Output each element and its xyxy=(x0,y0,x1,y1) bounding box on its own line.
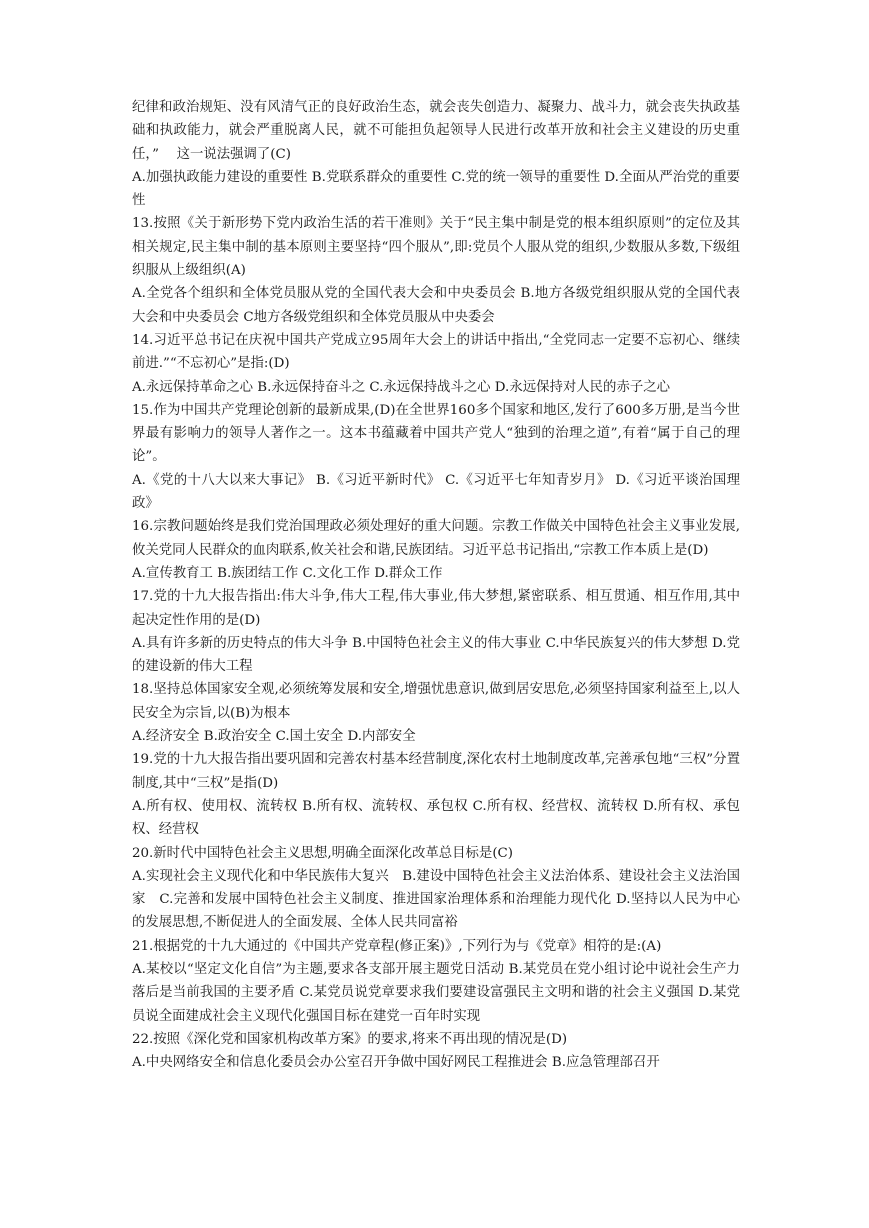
question-19-stem: 19.党的十九大报告指出要巩固和完善农村基本经营制度,深化农村土地制度改革,完善承包地“三权”分置制度,其中“三权”是指(D) xyxy=(132,752,740,791)
question-16-stem: 16.宗教问题始终是我们党治国理政必须处理好的重大问题。宗教工作做关中国特色社会主义事业发展,攸关党同人民群众的血肉联系,攸关社会和谐,民族团结。习近平总书记指出,“宗教工作本质上是(D) xyxy=(132,519,740,558)
question-21-stem: 21.根据党的十九大通过的《中国共产党章程(修正案)》,下列行为与《党章》相符的是:(A) xyxy=(132,938,662,954)
question-20-options: A.实现社会主义现代化和中华民族伟大复兴 B.建设中国特色社会主义法治体系、建设社会主义法治国家 C.完善和发展中国特色社会主义制度、推进国家治理体系和治理能力现代化 D.坚持以人民为中心的发展思想,不断促进人的全面发展、全体人民共同富裕 xyxy=(132,868,740,931)
question-18-stem: 18.坚持总体国家安全观,必须统筹发展和安全,增强忧患意识,做到居安思危,必须坚持国家利益至上,以人民安全为宗旨,以(B)为根本 xyxy=(132,682,740,721)
question-18-options: A.经济安全 B.政治安全 C.国土安全 D.内部安全 xyxy=(132,729,416,745)
question-15-options: A.《党的十八大以来大事记》 B.《习近平新时代》 C.《习近平七年知青岁月》 D.《习近平谈治国理政》 xyxy=(132,472,740,512)
question-17-options: A.具有许多新的历史特点的伟大斗争 B.中国特色社会主义的伟大事业 C.中华民族复兴的伟大梦想 D.党的建设新的伟大工程 xyxy=(132,635,740,675)
question-13-options: A.全党各个组织和全体党员服从党的全国代表大会和中央委员会 B.地方各级党组织服从党的全国代表大会和中央委员会 C地方各级党组织和全体党员服从中央委会 xyxy=(132,286,740,325)
question-19-options: A.所有权、使用权、流转权 B.所有权、流转权、承包权 C.所有权、经营权、流转权 D.所有权、承包权、经营权 xyxy=(132,798,740,838)
question-12-options: A.加强执政能力建设的重要性 B.党联系群众的重要性 C.党的统一领导的重要性 D.全面从严治党的重要性 xyxy=(132,169,740,209)
question-22-options: A.中央网络安全和信息化委员会办公室召开争做中国好网民工程推进会 B.应急管理部召开 xyxy=(132,1055,660,1071)
question-14-stem: 14.习近平总书记在庆祝中国共产党成立95周年大会上的讲话中指出,“全党同志一定要不忘初心、继续前进.”“不忘初心”是指:(D) xyxy=(132,332,740,372)
question-14-options: A.永远保持革命之心 B.永远保持奋斗之 C.永远保持战斗之心 D.永远保持对人民的赤子之心 xyxy=(132,379,671,395)
question-15-stem: 15.作为中国共产党理论创新的最新成果,(D)在全世界160多个国家和地区,发行了600多万册,是当今世界最有影响力的领导人著作之一。这本书蕴藏着中国共产党人“独到的治理之道”,有着“属于自己的理论”。 xyxy=(132,402,740,465)
question-22-stem: 22.按照《深化党和国家机构改革方案》的要求,将来不再出现的情况是(D) xyxy=(132,1031,568,1047)
document-body xyxy=(132,96,740,1074)
question-20-stem: 20.新时代中国特色社会主义思想,明确全面深化改革总目标是(C) xyxy=(132,845,514,861)
question-21-options: A.某校以“坚定文化自信”为主题,要求各支部开展主题党日活动 B.某党员在党小组讨论中说社会生产力落后是当前我国的主要矛盾 C.某党员说党章要求我们要建设富强民主文明和谐的社会主义强国 D.某党员说全面建成社会主义现代化强国目标在建党一百年时实现 xyxy=(132,961,740,1024)
question-13-stem: 13.按照《关于新形势下党内政治生活的若干准则》关于“民主集中制是党的根本组织原则”的定位及其相关规定,民主集中制的基本原则主要坚持“四个服从”,即:党员个人服从党的组织,少数服从多数,下级组织服从上级组织(A) xyxy=(132,216,740,279)
question-12-stem-continued: 纪律和政治规矩、没有风清气正的良好政治生态，就会丧失创造力、凝聚力、战斗力，就会丧失执政基础和执政能力，就会严重脱离人民，就不可能担负起领导人民进行改革开放和社会主义建设的历史重任，” 这一说法强调了(C) xyxy=(132,100,740,162)
question-17-stem: 17.党的十九大报告指出:伟大斗争,伟大工程,伟大事业,伟大梦想,紧密联系、相互贯通、相互作用,其中起决定性作用的是(D) xyxy=(132,589,740,628)
question-16-options: A.宣传教育工 B.族团结工作 C.文化工作 D.群众工作 xyxy=(132,565,443,581)
